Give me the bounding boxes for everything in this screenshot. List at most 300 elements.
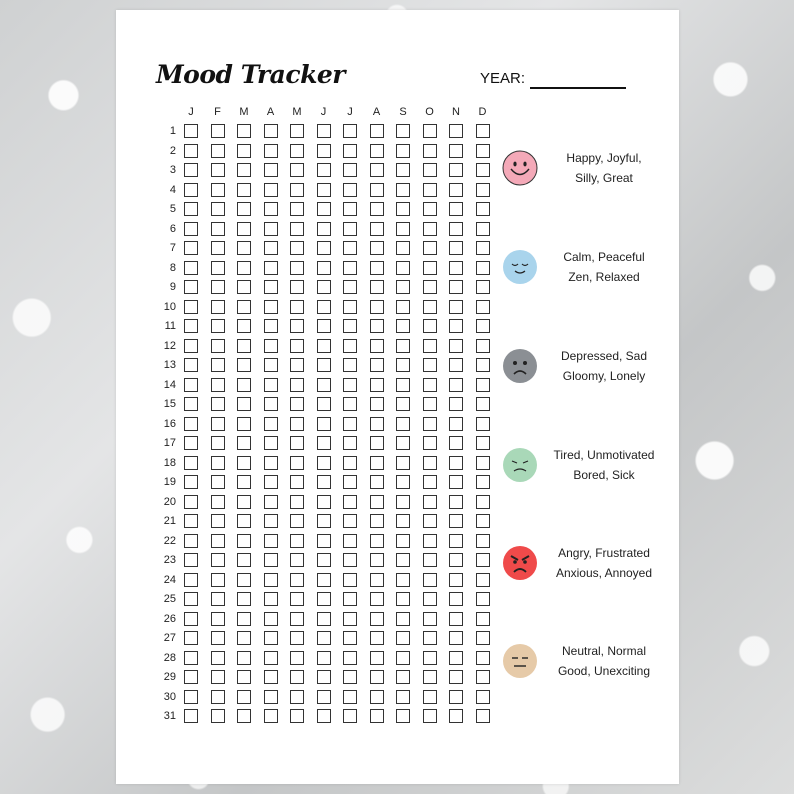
mood-checkbox[interactable] bbox=[476, 709, 490, 723]
mood-checkbox[interactable] bbox=[343, 300, 357, 314]
mood-checkbox[interactable] bbox=[449, 475, 463, 489]
mood-checkbox[interactable] bbox=[476, 456, 490, 470]
mood-checkbox[interactable] bbox=[317, 339, 331, 353]
mood-checkbox[interactable] bbox=[370, 456, 384, 470]
mood-checkbox[interactable] bbox=[449, 183, 463, 197]
mood-checkbox[interactable] bbox=[370, 709, 384, 723]
mood-checkbox[interactable] bbox=[290, 417, 304, 431]
mood-checkbox[interactable] bbox=[476, 241, 490, 255]
mood-checkbox[interactable] bbox=[264, 475, 278, 489]
mood-checkbox[interactable] bbox=[290, 709, 304, 723]
mood-checkbox[interactable] bbox=[317, 163, 331, 177]
mood-checkbox[interactable] bbox=[449, 397, 463, 411]
mood-checkbox[interactable] bbox=[290, 124, 304, 138]
mood-checkbox[interactable] bbox=[211, 651, 225, 665]
mood-checkbox[interactable] bbox=[449, 495, 463, 509]
mood-checkbox[interactable] bbox=[396, 690, 410, 704]
mood-checkbox[interactable] bbox=[423, 670, 437, 684]
mood-checkbox[interactable] bbox=[449, 280, 463, 294]
mood-checkbox[interactable] bbox=[476, 592, 490, 606]
mood-checkbox[interactable] bbox=[396, 436, 410, 450]
mood-checkbox[interactable] bbox=[370, 514, 384, 528]
mood-checkbox[interactable] bbox=[370, 124, 384, 138]
mood-checkbox[interactable] bbox=[264, 339, 278, 353]
mood-checkbox[interactable] bbox=[423, 690, 437, 704]
mood-checkbox[interactable] bbox=[317, 241, 331, 255]
mood-checkbox[interactable] bbox=[211, 690, 225, 704]
mood-checkbox[interactable] bbox=[211, 514, 225, 528]
mood-checkbox[interactable] bbox=[370, 241, 384, 255]
mood-checkbox[interactable] bbox=[370, 651, 384, 665]
mood-checkbox[interactable] bbox=[184, 709, 198, 723]
mood-checkbox[interactable] bbox=[396, 670, 410, 684]
mood-checkbox[interactable] bbox=[264, 514, 278, 528]
mood-checkbox[interactable] bbox=[476, 670, 490, 684]
mood-checkbox[interactable] bbox=[476, 358, 490, 372]
mood-checkbox[interactable] bbox=[396, 241, 410, 255]
mood-checkbox[interactable] bbox=[211, 300, 225, 314]
mood-checkbox[interactable] bbox=[264, 300, 278, 314]
mood-checkbox[interactable] bbox=[211, 573, 225, 587]
mood-checkbox[interactable] bbox=[211, 319, 225, 333]
mood-checkbox[interactable] bbox=[290, 378, 304, 392]
mood-checkbox[interactable] bbox=[184, 319, 198, 333]
mood-checkbox[interactable] bbox=[370, 573, 384, 587]
mood-checkbox[interactable] bbox=[449, 163, 463, 177]
mood-checkbox[interactable] bbox=[237, 241, 251, 255]
mood-checkbox[interactable] bbox=[211, 163, 225, 177]
mood-checkbox[interactable] bbox=[343, 651, 357, 665]
mood-checkbox[interactable] bbox=[449, 690, 463, 704]
mood-checkbox[interactable] bbox=[370, 397, 384, 411]
mood-checkbox[interactable] bbox=[449, 553, 463, 567]
mood-checkbox[interactable] bbox=[317, 475, 331, 489]
mood-checkbox[interactable] bbox=[423, 144, 437, 158]
mood-checkbox[interactable] bbox=[343, 631, 357, 645]
mood-checkbox[interactable] bbox=[237, 417, 251, 431]
mood-checkbox[interactable] bbox=[476, 144, 490, 158]
mood-checkbox[interactable] bbox=[343, 612, 357, 626]
mood-checkbox[interactable] bbox=[237, 261, 251, 275]
mood-checkbox[interactable] bbox=[211, 417, 225, 431]
mood-checkbox[interactable] bbox=[396, 397, 410, 411]
mood-checkbox[interactable] bbox=[343, 690, 357, 704]
mood-checkbox[interactable] bbox=[290, 631, 304, 645]
mood-checkbox[interactable] bbox=[370, 202, 384, 216]
mood-checkbox[interactable] bbox=[423, 202, 437, 216]
mood-checkbox[interactable] bbox=[396, 358, 410, 372]
mood-checkbox[interactable] bbox=[184, 612, 198, 626]
mood-checkbox[interactable] bbox=[370, 631, 384, 645]
mood-checkbox[interactable] bbox=[370, 163, 384, 177]
mood-checkbox[interactable] bbox=[264, 612, 278, 626]
mood-checkbox[interactable] bbox=[264, 358, 278, 372]
mood-checkbox[interactable] bbox=[476, 300, 490, 314]
mood-checkbox[interactable] bbox=[449, 378, 463, 392]
mood-checkbox[interactable] bbox=[370, 475, 384, 489]
mood-checkbox[interactable] bbox=[290, 612, 304, 626]
mood-checkbox[interactable] bbox=[237, 319, 251, 333]
mood-checkbox[interactable] bbox=[343, 163, 357, 177]
mood-checkbox[interactable] bbox=[184, 144, 198, 158]
mood-checkbox[interactable] bbox=[370, 534, 384, 548]
mood-checkbox[interactable] bbox=[449, 436, 463, 450]
mood-checkbox[interactable] bbox=[476, 514, 490, 528]
mood-checkbox[interactable] bbox=[184, 163, 198, 177]
mood-checkbox[interactable] bbox=[370, 144, 384, 158]
mood-checkbox[interactable] bbox=[184, 651, 198, 665]
mood-checkbox[interactable] bbox=[423, 651, 437, 665]
mood-checkbox[interactable] bbox=[370, 378, 384, 392]
mood-checkbox[interactable] bbox=[290, 144, 304, 158]
mood-checkbox[interactable] bbox=[343, 534, 357, 548]
mood-checkbox[interactable] bbox=[237, 690, 251, 704]
mood-checkbox[interactable] bbox=[423, 222, 437, 236]
mood-checkbox[interactable] bbox=[423, 514, 437, 528]
mood-checkbox[interactable] bbox=[396, 475, 410, 489]
mood-checkbox[interactable] bbox=[370, 495, 384, 509]
mood-checkbox[interactable] bbox=[396, 163, 410, 177]
mood-checkbox[interactable] bbox=[211, 280, 225, 294]
mood-checkbox[interactable] bbox=[476, 163, 490, 177]
mood-checkbox[interactable] bbox=[184, 397, 198, 411]
mood-checkbox[interactable] bbox=[317, 202, 331, 216]
mood-checkbox[interactable] bbox=[237, 358, 251, 372]
mood-checkbox[interactable] bbox=[396, 339, 410, 353]
mood-checkbox[interactable] bbox=[317, 553, 331, 567]
mood-checkbox[interactable] bbox=[396, 144, 410, 158]
mood-checkbox[interactable] bbox=[370, 280, 384, 294]
mood-checkbox[interactable] bbox=[343, 456, 357, 470]
mood-checkbox[interactable] bbox=[211, 183, 225, 197]
mood-checkbox[interactable] bbox=[317, 495, 331, 509]
mood-checkbox[interactable] bbox=[290, 319, 304, 333]
mood-checkbox[interactable] bbox=[211, 612, 225, 626]
mood-checkbox[interactable] bbox=[264, 690, 278, 704]
mood-checkbox[interactable] bbox=[264, 222, 278, 236]
mood-checkbox[interactable] bbox=[184, 124, 198, 138]
mood-checkbox[interactable] bbox=[211, 397, 225, 411]
mood-checkbox[interactable] bbox=[423, 417, 437, 431]
mood-checkbox[interactable] bbox=[290, 534, 304, 548]
mood-checkbox[interactable] bbox=[290, 475, 304, 489]
mood-checkbox[interactable] bbox=[449, 241, 463, 255]
mood-checkbox[interactable] bbox=[290, 397, 304, 411]
mood-checkbox[interactable] bbox=[211, 456, 225, 470]
mood-checkbox[interactable] bbox=[396, 202, 410, 216]
mood-checkbox[interactable] bbox=[449, 612, 463, 626]
mood-checkbox[interactable] bbox=[396, 553, 410, 567]
mood-checkbox[interactable] bbox=[343, 670, 357, 684]
mood-checkbox[interactable] bbox=[264, 456, 278, 470]
mood-checkbox[interactable] bbox=[237, 222, 251, 236]
mood-checkbox[interactable] bbox=[449, 319, 463, 333]
mood-checkbox[interactable] bbox=[290, 183, 304, 197]
mood-checkbox[interactable] bbox=[290, 241, 304, 255]
mood-checkbox[interactable] bbox=[449, 261, 463, 275]
mood-checkbox[interactable] bbox=[290, 690, 304, 704]
mood-checkbox[interactable] bbox=[237, 651, 251, 665]
mood-checkbox[interactable] bbox=[264, 436, 278, 450]
mood-checkbox[interactable] bbox=[317, 378, 331, 392]
mood-checkbox[interactable] bbox=[264, 651, 278, 665]
mood-checkbox[interactable] bbox=[290, 300, 304, 314]
mood-checkbox[interactable] bbox=[476, 339, 490, 353]
mood-checkbox[interactable] bbox=[476, 222, 490, 236]
mood-checkbox[interactable] bbox=[211, 202, 225, 216]
mood-checkbox[interactable] bbox=[423, 358, 437, 372]
mood-checkbox[interactable] bbox=[343, 339, 357, 353]
mood-checkbox[interactable] bbox=[343, 592, 357, 606]
mood-checkbox[interactable] bbox=[343, 709, 357, 723]
mood-checkbox[interactable] bbox=[449, 222, 463, 236]
mood-checkbox[interactable] bbox=[476, 319, 490, 333]
mood-checkbox[interactable] bbox=[184, 690, 198, 704]
mood-checkbox[interactable] bbox=[343, 378, 357, 392]
mood-checkbox[interactable] bbox=[343, 183, 357, 197]
mood-checkbox[interactable] bbox=[184, 280, 198, 294]
mood-checkbox[interactable] bbox=[476, 378, 490, 392]
mood-checkbox[interactable] bbox=[237, 514, 251, 528]
mood-checkbox[interactable] bbox=[317, 592, 331, 606]
mood-checkbox[interactable] bbox=[343, 319, 357, 333]
mood-checkbox[interactable] bbox=[237, 436, 251, 450]
mood-checkbox[interactable] bbox=[290, 339, 304, 353]
mood-checkbox[interactable] bbox=[290, 163, 304, 177]
mood-checkbox[interactable] bbox=[184, 339, 198, 353]
mood-checkbox[interactable] bbox=[343, 144, 357, 158]
mood-checkbox[interactable] bbox=[237, 534, 251, 548]
mood-checkbox[interactable] bbox=[396, 417, 410, 431]
mood-checkbox[interactable] bbox=[396, 378, 410, 392]
mood-checkbox[interactable] bbox=[476, 573, 490, 587]
mood-checkbox[interactable] bbox=[264, 670, 278, 684]
mood-checkbox[interactable] bbox=[370, 612, 384, 626]
mood-checkbox[interactable] bbox=[396, 280, 410, 294]
mood-checkbox[interactable] bbox=[476, 183, 490, 197]
mood-checkbox[interactable] bbox=[290, 222, 304, 236]
mood-checkbox[interactable] bbox=[237, 280, 251, 294]
mood-checkbox[interactable] bbox=[290, 651, 304, 665]
mood-checkbox[interactable] bbox=[343, 475, 357, 489]
mood-checkbox[interactable] bbox=[449, 358, 463, 372]
mood-checkbox[interactable] bbox=[184, 514, 198, 528]
mood-checkbox[interactable] bbox=[264, 163, 278, 177]
mood-checkbox[interactable] bbox=[343, 222, 357, 236]
mood-checkbox[interactable] bbox=[396, 534, 410, 548]
mood-checkbox[interactable] bbox=[184, 475, 198, 489]
mood-checkbox[interactable] bbox=[423, 280, 437, 294]
mood-checkbox[interactable] bbox=[423, 397, 437, 411]
mood-checkbox[interactable] bbox=[370, 222, 384, 236]
mood-checkbox[interactable] bbox=[264, 319, 278, 333]
mood-checkbox[interactable] bbox=[476, 417, 490, 431]
mood-checkbox[interactable] bbox=[290, 202, 304, 216]
mood-checkbox[interactable] bbox=[237, 553, 251, 567]
mood-checkbox[interactable] bbox=[211, 631, 225, 645]
mood-checkbox[interactable] bbox=[370, 417, 384, 431]
mood-checkbox[interactable] bbox=[449, 124, 463, 138]
mood-checkbox[interactable] bbox=[476, 124, 490, 138]
mood-checkbox[interactable] bbox=[184, 495, 198, 509]
mood-checkbox[interactable] bbox=[211, 261, 225, 275]
mood-checkbox[interactable] bbox=[264, 378, 278, 392]
mood-checkbox[interactable] bbox=[343, 495, 357, 509]
mood-checkbox[interactable] bbox=[184, 670, 198, 684]
mood-checkbox[interactable] bbox=[184, 261, 198, 275]
mood-checkbox[interactable] bbox=[290, 514, 304, 528]
mood-checkbox[interactable] bbox=[396, 612, 410, 626]
mood-checkbox[interactable] bbox=[211, 670, 225, 684]
mood-checkbox[interactable] bbox=[423, 163, 437, 177]
mood-checkbox[interactable] bbox=[237, 573, 251, 587]
mood-checkbox[interactable] bbox=[211, 339, 225, 353]
mood-checkbox[interactable] bbox=[476, 534, 490, 548]
mood-checkbox[interactable] bbox=[370, 670, 384, 684]
mood-checkbox[interactable] bbox=[237, 475, 251, 489]
mood-checkbox[interactable] bbox=[290, 495, 304, 509]
mood-checkbox[interactable] bbox=[237, 592, 251, 606]
mood-checkbox[interactable] bbox=[423, 573, 437, 587]
mood-checkbox[interactable] bbox=[396, 183, 410, 197]
mood-checkbox[interactable] bbox=[237, 163, 251, 177]
mood-checkbox[interactable] bbox=[317, 573, 331, 587]
mood-checkbox[interactable] bbox=[290, 456, 304, 470]
mood-checkbox[interactable] bbox=[343, 124, 357, 138]
mood-checkbox[interactable] bbox=[237, 144, 251, 158]
mood-checkbox[interactable] bbox=[317, 670, 331, 684]
mood-checkbox[interactable] bbox=[211, 436, 225, 450]
mood-checkbox[interactable] bbox=[343, 202, 357, 216]
mood-checkbox[interactable] bbox=[264, 709, 278, 723]
mood-checkbox[interactable] bbox=[290, 670, 304, 684]
mood-checkbox[interactable] bbox=[317, 261, 331, 275]
mood-checkbox[interactable] bbox=[449, 202, 463, 216]
mood-checkbox[interactable] bbox=[370, 261, 384, 275]
mood-checkbox[interactable] bbox=[264, 397, 278, 411]
mood-checkbox[interactable] bbox=[423, 612, 437, 626]
mood-checkbox[interactable] bbox=[423, 475, 437, 489]
mood-checkbox[interactable] bbox=[449, 514, 463, 528]
mood-checkbox[interactable] bbox=[237, 202, 251, 216]
mood-checkbox[interactable] bbox=[290, 573, 304, 587]
mood-checkbox[interactable] bbox=[211, 534, 225, 548]
mood-checkbox[interactable] bbox=[317, 358, 331, 372]
mood-checkbox[interactable] bbox=[423, 124, 437, 138]
mood-checkbox[interactable] bbox=[370, 553, 384, 567]
mood-checkbox[interactable] bbox=[449, 670, 463, 684]
mood-checkbox[interactable] bbox=[370, 592, 384, 606]
mood-checkbox[interactable] bbox=[290, 436, 304, 450]
mood-checkbox[interactable] bbox=[476, 280, 490, 294]
mood-checkbox[interactable] bbox=[396, 222, 410, 236]
mood-checkbox[interactable] bbox=[476, 202, 490, 216]
mood-checkbox[interactable] bbox=[423, 300, 437, 314]
mood-checkbox[interactable] bbox=[184, 358, 198, 372]
mood-checkbox[interactable] bbox=[317, 612, 331, 626]
mood-checkbox[interactable] bbox=[396, 709, 410, 723]
mood-checkbox[interactable] bbox=[317, 144, 331, 158]
mood-checkbox[interactable] bbox=[184, 183, 198, 197]
mood-checkbox[interactable] bbox=[449, 534, 463, 548]
mood-checkbox[interactable] bbox=[396, 514, 410, 528]
mood-checkbox[interactable] bbox=[423, 553, 437, 567]
mood-checkbox[interactable] bbox=[184, 592, 198, 606]
mood-checkbox[interactable] bbox=[237, 300, 251, 314]
mood-checkbox[interactable] bbox=[264, 261, 278, 275]
mood-checkbox[interactable] bbox=[423, 436, 437, 450]
mood-checkbox[interactable] bbox=[343, 436, 357, 450]
mood-checkbox[interactable] bbox=[343, 514, 357, 528]
mood-checkbox[interactable] bbox=[184, 202, 198, 216]
mood-checkbox[interactable] bbox=[396, 300, 410, 314]
mood-checkbox[interactable] bbox=[290, 358, 304, 372]
mood-checkbox[interactable] bbox=[370, 300, 384, 314]
mood-checkbox[interactable] bbox=[317, 436, 331, 450]
mood-checkbox[interactable] bbox=[264, 183, 278, 197]
mood-checkbox[interactable] bbox=[237, 495, 251, 509]
mood-checkbox[interactable] bbox=[264, 241, 278, 255]
mood-checkbox[interactable] bbox=[396, 319, 410, 333]
mood-checkbox[interactable] bbox=[423, 261, 437, 275]
mood-checkbox[interactable] bbox=[449, 631, 463, 645]
mood-checkbox[interactable] bbox=[396, 456, 410, 470]
mood-checkbox[interactable] bbox=[211, 592, 225, 606]
mood-checkbox[interactable] bbox=[449, 417, 463, 431]
mood-checkbox[interactable] bbox=[264, 124, 278, 138]
mood-checkbox[interactable] bbox=[423, 319, 437, 333]
mood-checkbox[interactable] bbox=[396, 261, 410, 275]
mood-checkbox[interactable] bbox=[476, 495, 490, 509]
mood-checkbox[interactable] bbox=[343, 553, 357, 567]
mood-checkbox[interactable] bbox=[211, 358, 225, 372]
mood-checkbox[interactable] bbox=[237, 183, 251, 197]
mood-checkbox[interactable] bbox=[449, 144, 463, 158]
mood-checkbox[interactable] bbox=[476, 631, 490, 645]
mood-checkbox[interactable] bbox=[211, 553, 225, 567]
mood-checkbox[interactable] bbox=[264, 592, 278, 606]
mood-checkbox[interactable] bbox=[211, 495, 225, 509]
mood-checkbox[interactable] bbox=[449, 300, 463, 314]
mood-checkbox[interactable] bbox=[211, 241, 225, 255]
mood-checkbox[interactable] bbox=[343, 261, 357, 275]
year-input-line[interactable] bbox=[530, 87, 626, 89]
mood-checkbox[interactable] bbox=[396, 573, 410, 587]
mood-checkbox[interactable] bbox=[476, 690, 490, 704]
mood-checkbox[interactable] bbox=[317, 300, 331, 314]
mood-checkbox[interactable] bbox=[396, 495, 410, 509]
mood-checkbox[interactable] bbox=[476, 651, 490, 665]
mood-checkbox[interactable] bbox=[211, 475, 225, 489]
mood-checkbox[interactable] bbox=[343, 241, 357, 255]
mood-checkbox[interactable] bbox=[343, 397, 357, 411]
mood-checkbox[interactable] bbox=[476, 397, 490, 411]
mood-checkbox[interactable] bbox=[317, 631, 331, 645]
mood-checkbox[interactable] bbox=[264, 202, 278, 216]
mood-checkbox[interactable] bbox=[184, 300, 198, 314]
mood-checkbox[interactable] bbox=[184, 553, 198, 567]
mood-checkbox[interactable] bbox=[476, 475, 490, 489]
mood-checkbox[interactable] bbox=[211, 144, 225, 158]
mood-checkbox[interactable] bbox=[184, 436, 198, 450]
mood-checkbox[interactable] bbox=[237, 709, 251, 723]
mood-checkbox[interactable] bbox=[237, 339, 251, 353]
mood-checkbox[interactable] bbox=[449, 339, 463, 353]
mood-checkbox[interactable] bbox=[211, 222, 225, 236]
mood-checkbox[interactable] bbox=[264, 573, 278, 587]
mood-checkbox[interactable] bbox=[184, 222, 198, 236]
mood-checkbox[interactable] bbox=[423, 456, 437, 470]
